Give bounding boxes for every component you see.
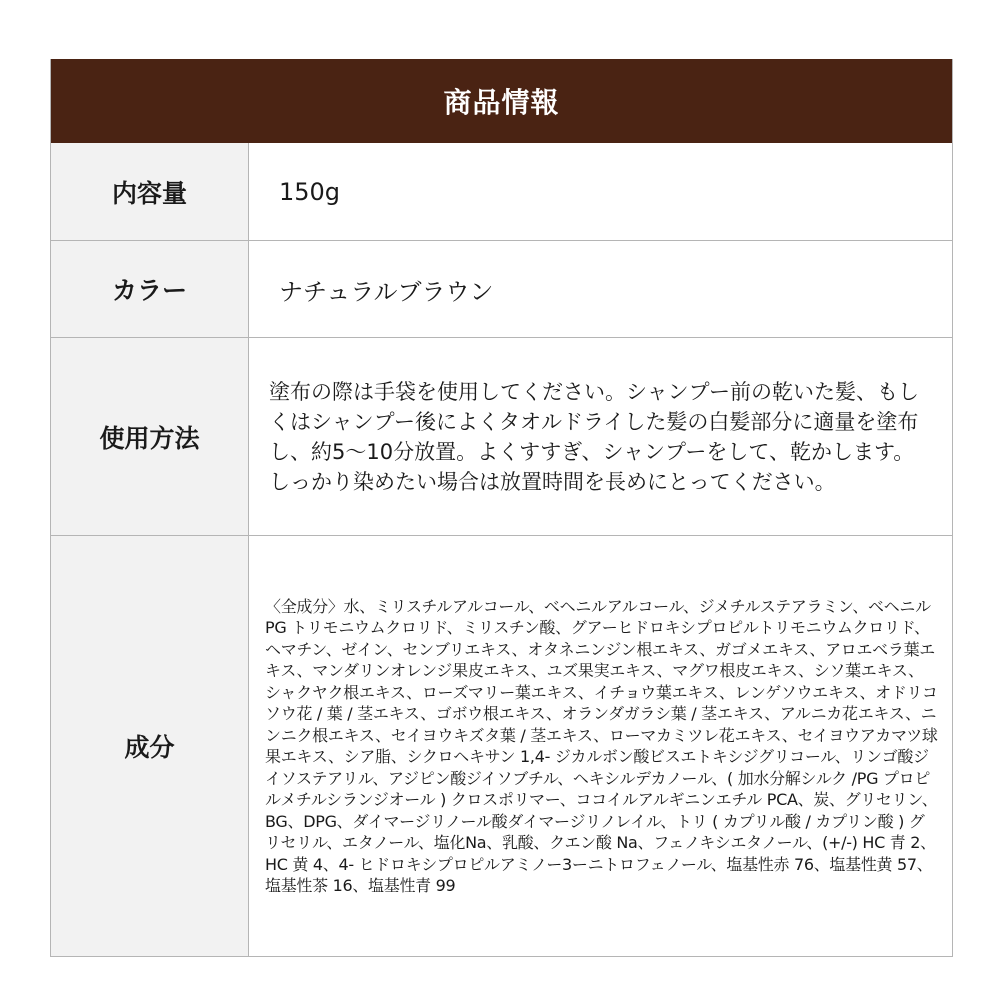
header-title: 商品情報 [443, 86, 560, 119]
product-info-table [50, 59, 953, 957]
table-header [51, 59, 952, 143]
table-row-color [51, 241, 952, 338]
row-label: カラー [51, 241, 249, 337]
table-row-usage [51, 338, 952, 536]
usage-text: 塗布の際は手袋を使用してください。シャンプー前の乾いた髪、もしくはシャンプー後によくタオルドライした髪の白髪部分に適量を塗布し、約5〜10分放置。よくすすぎ、シャンプーをして、乾かします。しっかり染めたい場合は放置時間を長めにとってください。 [269, 379, 919, 494]
row-label: 成分 [51, 536, 249, 956]
content-volume-value: 150g [279, 177, 341, 206]
row-label: 内容量 [51, 143, 249, 240]
ingredients-text: 〈全成分〉水、ミリスチルアルコール、ベヘニルアルコール、ジメチルステアラミン、ベヘニル PG トリモニウムクロリド、ミリスチン酸、グアーヒドロキシプロピルトリモニウムクロリド、ヘマチン、ゼイン、センブリエキス、オタネニンジン根エキス、ガゴメエキス、アロエベラ葉エキス、マンダリンオレンジ果皮エキス、ユズ果実エキス、マグワ根皮エキス、シソ葉エキス、シャクヤク根エキス、ローズマリー葉エキス、イチョウ葉エキス、レンゲソウエキス、オドリコソウ花 / 葉 / 茎エキス、ゴボウ根エキス、オランダガラシ葉 / 茎エキス、アルニカ花エキス、ニンニク根エキス、セイヨウキズタ葉 / 茎エキス、ローマカミツレ花エキス、セイヨウアカマツ球果エキス、シア脂、シクロヘキサン 1,4- ジカルボン酸ビスエトキシジグリコール、リンゴ酸ジイソステアリル、アジピン酸ジイソブチル、ヘキシルデカノール、( 加水分解シルク /PG プロピルメチルシランジオール ) クロスポリマー、ココイルアルギニンエチル PCA、炭、グリセリン、BG、DPG、ダイマージリノール酸ダイマージリノレイル、トリ ( カプリル酸 / カプリン酸 ) グリセリル、エタノール、塩化Na、乳酸、クエン酸 Na、フェノキシエタノール、(+/-) HC 青 2、HC 黄 4、4- ヒドロキシプロピルアミノー3ーニトロフェノール、塩基性赤 76、塩基性黄 57、塩基性茶 16、塩基性青 99 [265, 596, 938, 895]
row-value [249, 338, 952, 535]
table-row-content-volume [51, 143, 952, 241]
row-value [249, 241, 952, 337]
row-label: 使用方法 [51, 338, 249, 535]
row-value [249, 143, 952, 240]
row-value [249, 536, 952, 956]
table-row-ingredients [51, 536, 952, 957]
color-value: ナチュラルブラウン [279, 277, 494, 306]
